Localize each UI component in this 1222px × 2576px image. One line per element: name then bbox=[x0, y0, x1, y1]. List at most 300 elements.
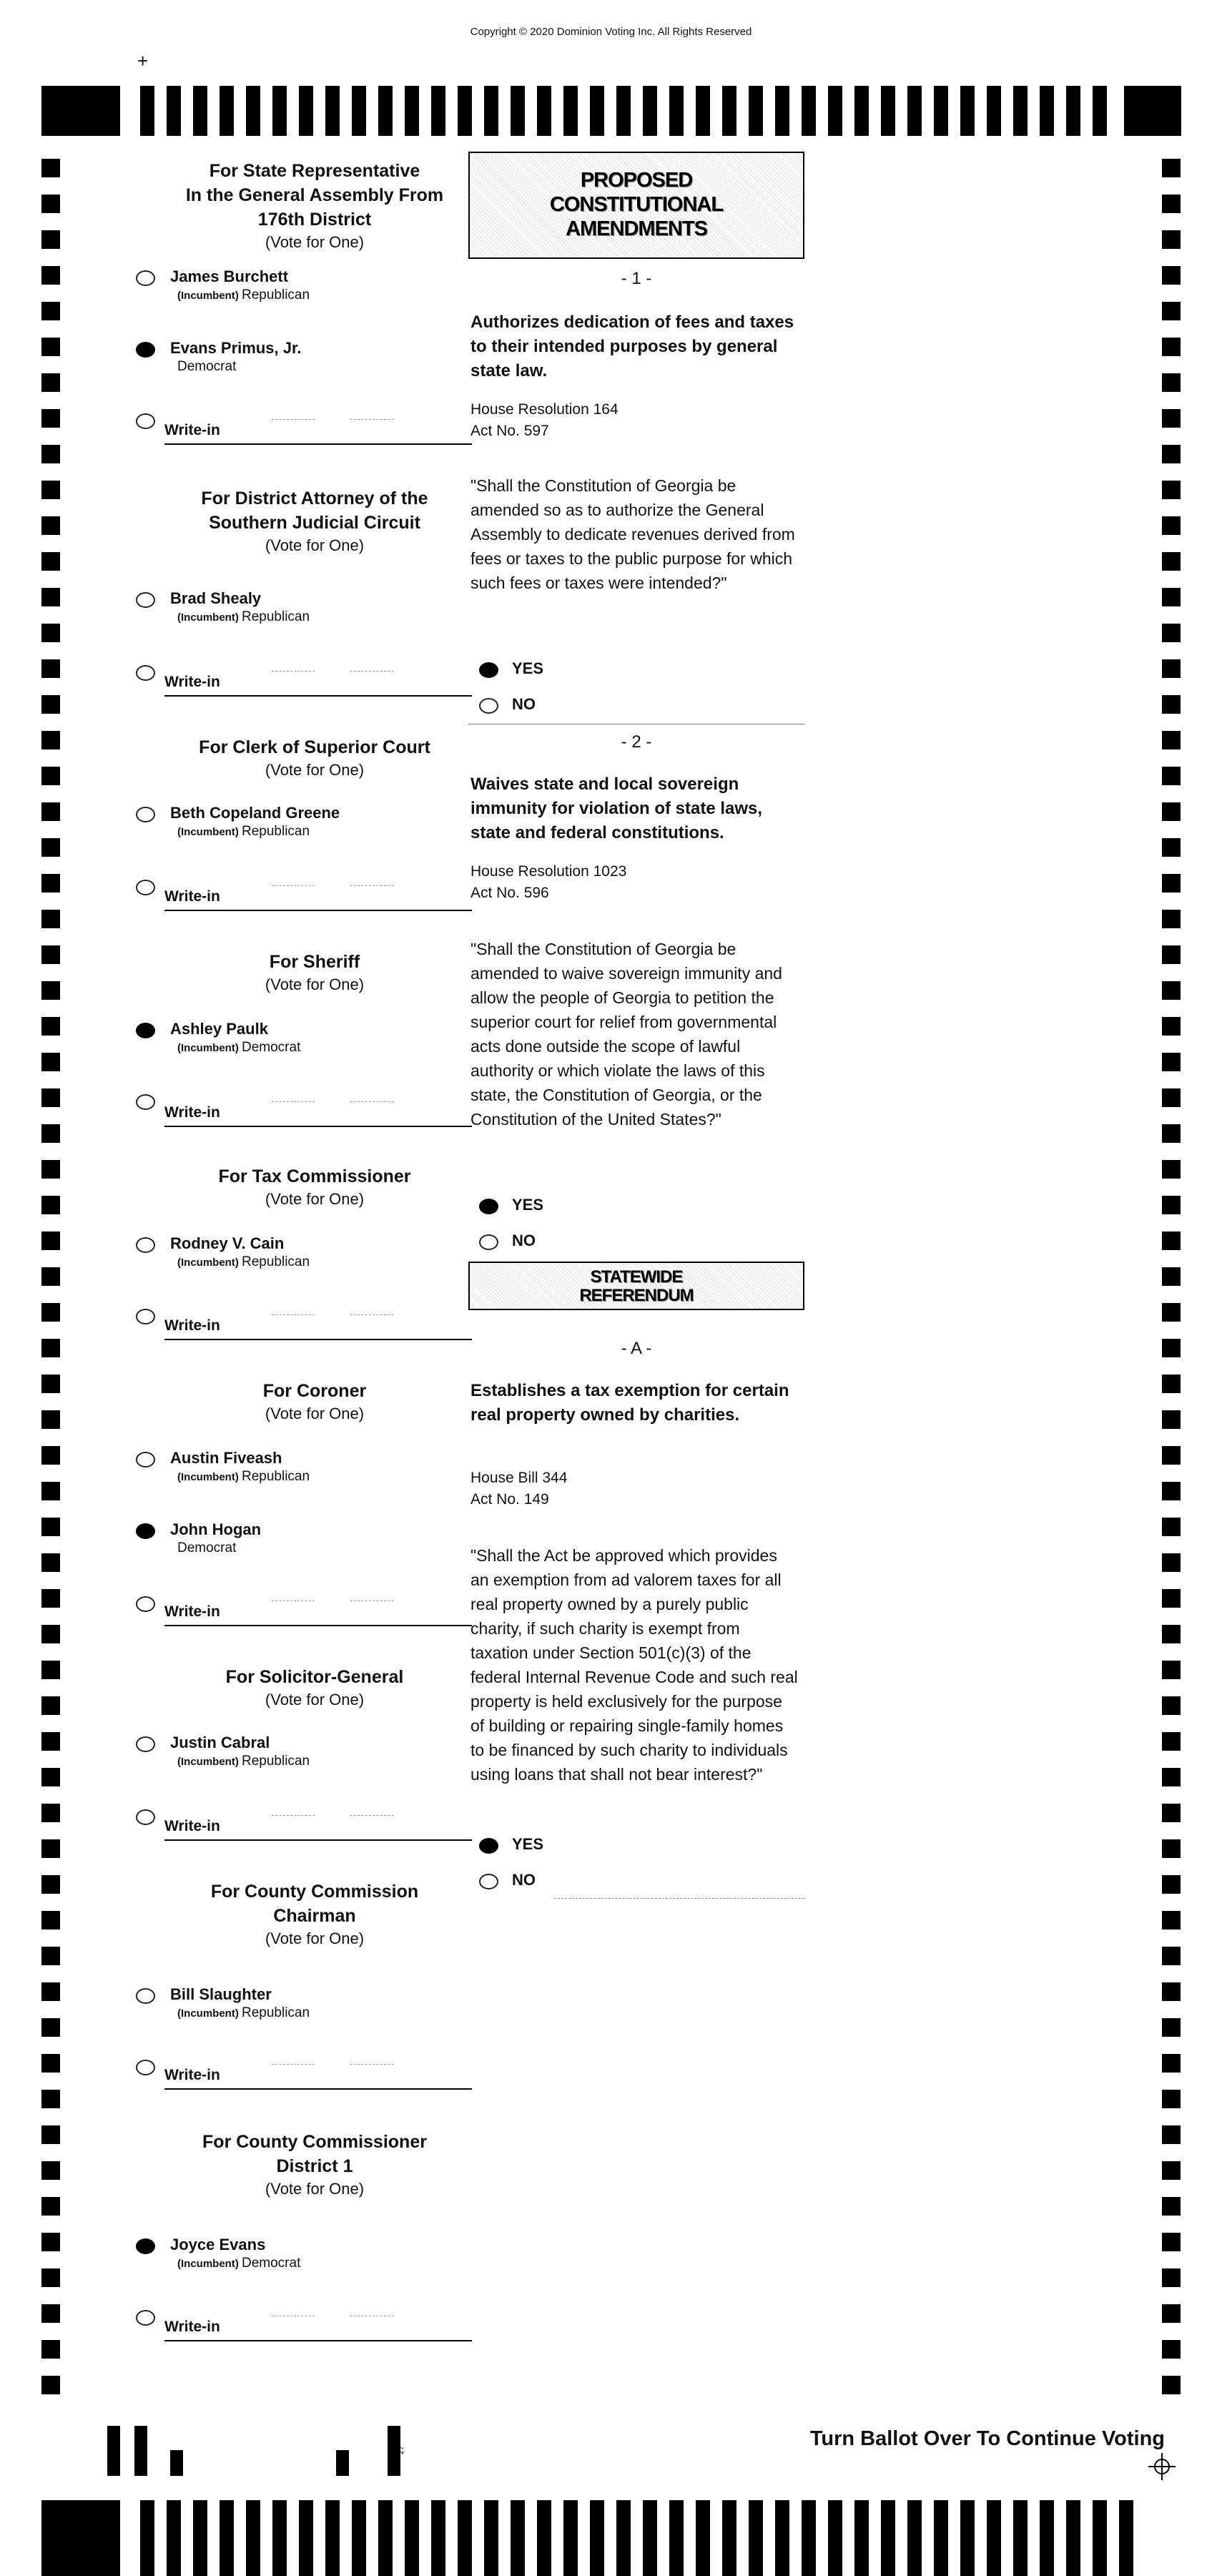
oval-filled-icon[interactable] bbox=[136, 1523, 155, 1539]
candidate-name: Beth Copeland Greene bbox=[170, 804, 340, 822]
answer-no[interactable] bbox=[479, 1871, 808, 1892]
side-timing-square bbox=[1162, 1017, 1181, 1036]
timing-tick bbox=[378, 2500, 393, 2576]
contest-title-line: Southern Judicial Circuit bbox=[209, 513, 420, 533]
oval-empty-icon[interactable] bbox=[136, 1988, 155, 2004]
side-timing-square bbox=[41, 1088, 60, 1107]
side-timing-square bbox=[1162, 659, 1181, 678]
timing-tick bbox=[775, 86, 789, 136]
side-timing-square bbox=[1162, 1875, 1181, 1894]
vote-for-instruction: (Vote for One) bbox=[265, 1190, 365, 1208]
side-timing-square bbox=[1162, 195, 1181, 213]
side-timing-square bbox=[1162, 516, 1181, 535]
vote-for-instruction: (Vote for One) bbox=[265, 761, 365, 779]
answer-no[interactable] bbox=[479, 1232, 808, 1253]
write-in-oval-icon[interactable] bbox=[136, 1596, 155, 1612]
side-timing-square bbox=[41, 2125, 60, 2144]
divider bbox=[554, 1898, 804, 1899]
dash-mark bbox=[272, 671, 315, 672]
timing-tick bbox=[749, 86, 763, 136]
incumbent-label: (Incumbent) bbox=[177, 1042, 242, 1054]
side-timing-square bbox=[1162, 1375, 1181, 1393]
write-in-label: Write-in bbox=[164, 2067, 220, 2083]
amendment-number: - 2 - bbox=[621, 732, 652, 752]
candidate-name: Justin Cabral bbox=[170, 1734, 270, 1751]
write-in-label: Write-in bbox=[164, 1818, 220, 1834]
referendum-title: Establishes a tax exemption for certain real property owned by charities. bbox=[470, 1381, 789, 1425]
contest-title-line: In the General Assembly From bbox=[185, 185, 444, 205]
side-timing-square bbox=[1162, 1804, 1181, 1822]
candidate-name: Ashley Paulk bbox=[170, 1020, 268, 1038]
timing-tick bbox=[1040, 86, 1054, 136]
side-timing-square bbox=[1162, 838, 1181, 857]
timing-tick bbox=[140, 2500, 154, 2576]
side-timing-square bbox=[41, 1232, 60, 1250]
write-in-line bbox=[164, 1839, 472, 1841]
timing-tick bbox=[590, 86, 604, 136]
side-timing-square bbox=[1162, 159, 1181, 177]
contest-header bbox=[136, 1879, 472, 1950]
contest-title-line: For State Representative bbox=[209, 161, 420, 181]
turn-ballot-over-notice: Turn Ballot Over To Continue Voting bbox=[809, 2427, 1165, 2450]
timing-tick bbox=[907, 2500, 922, 2576]
timing-tick bbox=[643, 86, 657, 136]
side-timing-square bbox=[41, 1696, 60, 1715]
side-timing-square bbox=[1162, 1303, 1181, 1322]
side-timing-square bbox=[1162, 338, 1181, 356]
side-timing-square bbox=[41, 1053, 60, 1071]
side-timing-square bbox=[1162, 588, 1181, 606]
write-in-line bbox=[164, 2088, 472, 2090]
side-timing-square bbox=[1162, 802, 1181, 821]
answer-yes-label: YES bbox=[512, 659, 544, 677]
timing-tick bbox=[484, 86, 498, 136]
side-timing-square bbox=[41, 981, 60, 1000]
oval-filled-icon[interactable] bbox=[479, 662, 498, 678]
side-timing-square bbox=[41, 1982, 60, 2001]
side-timing-square bbox=[41, 1947, 60, 1965]
timing-tick bbox=[828, 2500, 842, 2576]
side-timing-square bbox=[41, 1625, 60, 1643]
timing-tick bbox=[272, 86, 287, 136]
side-timing-square bbox=[41, 302, 60, 320]
side-timing-square bbox=[41, 516, 60, 535]
amendments-header-line-1: PROPOSED bbox=[580, 169, 693, 192]
write-in-line bbox=[164, 1625, 472, 1626]
oval-empty-icon[interactable] bbox=[136, 1736, 155, 1752]
side-timing-square bbox=[41, 230, 60, 249]
side-timing-square bbox=[41, 802, 60, 821]
side-timing-square bbox=[1162, 1124, 1181, 1143]
candidate-party: (Incumbent) Democrat bbox=[177, 1040, 301, 1055]
referendum-header-line-2: REFERENDUM bbox=[579, 1286, 694, 1305]
amendment-question: "Shall the Constitution of Georgia be amended so as to authorize the General Assembly to dedicate revenues derived from fees or taxes to the public purpose for which such fees or taxes were intended?" bbox=[470, 476, 795, 592]
contest-header bbox=[136, 159, 472, 253]
timing-tick bbox=[220, 2500, 234, 2576]
write-in-field[interactable] bbox=[164, 1314, 472, 1340]
candidate-name: John Hogan bbox=[170, 1520, 262, 1538]
side-timing-square bbox=[1162, 1947, 1181, 1965]
write-in-oval-icon[interactable] bbox=[136, 413, 155, 429]
timing-tick bbox=[934, 86, 948, 136]
incumbent-label: (Incumbent) bbox=[177, 1471, 242, 1483]
candidate-party: Democrat bbox=[177, 1540, 237, 1555]
timing-tick bbox=[431, 86, 445, 136]
answer-yes-label: YES bbox=[512, 1835, 544, 1853]
bottom-timing-marks bbox=[0, 2500, 1222, 2576]
answer-yes[interactable] bbox=[479, 1196, 808, 1217]
amendments-header-line-3: AMENDMENTS bbox=[566, 217, 707, 240]
dash-mark bbox=[350, 671, 393, 672]
timing-tick bbox=[722, 2500, 736, 2576]
side-timing-square bbox=[1162, 1267, 1181, 1286]
write-in-oval-icon[interactable] bbox=[136, 1094, 155, 1110]
oval-empty-icon[interactable] bbox=[136, 1452, 155, 1468]
timing-tick bbox=[775, 2500, 789, 2576]
oval-empty-icon[interactable] bbox=[479, 1874, 498, 1889]
side-timing-square bbox=[1162, 1053, 1181, 1071]
write-in-field[interactable] bbox=[164, 2316, 472, 2341]
timing-tick bbox=[828, 86, 842, 136]
write-in-field[interactable] bbox=[164, 1815, 472, 1841]
referendum-question: "Shall the Act be approved which provides an exemption from ad valorem taxes for all real property owned by a purely public charity, if such charity is exempt from taxation under Section 501(c)(3) of the federal Internal Revenue Code and such real property is held exclusively for the purpose of building or repairing single-family homes to be financed by such charity to individuals using loans that shall not bear interest?" bbox=[470, 1546, 798, 1784]
timing-tick bbox=[960, 2500, 975, 2576]
side-timing-square bbox=[41, 1375, 60, 1393]
timing-tick bbox=[140, 86, 154, 136]
timing-tick bbox=[246, 86, 260, 136]
oval-empty-icon[interactable] bbox=[479, 698, 498, 714]
side-timing-square bbox=[1162, 1732, 1181, 1751]
timing-tick bbox=[749, 2500, 763, 2576]
candidate-name: Joyce Evans bbox=[170, 2236, 266, 2253]
timing-tick bbox=[405, 2500, 419, 2576]
side-timing-square bbox=[41, 767, 60, 785]
timing-tick bbox=[167, 2500, 181, 2576]
side-timing-square bbox=[1162, 1696, 1181, 1715]
side-timing-square bbox=[1162, 2161, 1181, 2180]
write-in-label: Write-in bbox=[164, 888, 220, 905]
side-timing-square bbox=[41, 552, 60, 571]
side-timing-square bbox=[1162, 552, 1181, 571]
timing-tick bbox=[722, 86, 736, 136]
write-in-line bbox=[164, 910, 472, 911]
timing-tick bbox=[802, 86, 816, 136]
write-in-field[interactable] bbox=[164, 1601, 472, 1626]
side-timing-square bbox=[1162, 1911, 1181, 1929]
write-in-label: Write-in bbox=[164, 1317, 220, 1334]
side-timing-square bbox=[41, 2054, 60, 2073]
side-timing-square bbox=[41, 624, 60, 642]
side-timing-square bbox=[1162, 981, 1181, 1000]
candidate-name: Rodney V. Cain bbox=[170, 1234, 285, 1252]
side-timing-square bbox=[41, 1339, 60, 1357]
incumbent-label: (Incumbent) bbox=[177, 2258, 242, 2270]
side-timing-square bbox=[41, 1661, 60, 1679]
oval-empty-icon[interactable] bbox=[479, 1234, 498, 1250]
barcode-bar bbox=[336, 2450, 349, 2476]
amendment-resolution: House Resolution 1023 bbox=[470, 863, 627, 880]
oval-filled-icon[interactable] bbox=[479, 1199, 498, 1214]
side-timing-square bbox=[41, 1124, 60, 1143]
candidate-name: Bill Slaughter bbox=[170, 1985, 272, 2003]
timing-tick bbox=[484, 2500, 498, 2576]
side-timing-square bbox=[41, 266, 60, 285]
side-timing-square bbox=[1162, 1088, 1181, 1107]
side-timing-square bbox=[41, 1267, 60, 1286]
side-timing-square bbox=[1162, 910, 1181, 928]
side-timing-square bbox=[1162, 302, 1181, 320]
dash-mark bbox=[272, 2064, 315, 2065]
side-timing-square bbox=[41, 838, 60, 857]
timing-tick bbox=[1013, 86, 1028, 136]
amendment-act-number: Act No. 597 bbox=[470, 423, 549, 439]
dash-mark bbox=[272, 885, 315, 886]
timing-tick bbox=[696, 86, 710, 136]
side-timing-square bbox=[41, 2268, 60, 2287]
side-timing-square bbox=[41, 2018, 60, 2037]
candidate-party: (Incumbent) Republican bbox=[177, 1754, 310, 1769]
barcode-bar bbox=[107, 2426, 120, 2476]
amendments-header-line-2: CONSTITUTIONAL bbox=[549, 193, 724, 216]
contest-title-line: For Coroner bbox=[262, 1381, 367, 1401]
timing-tick bbox=[272, 2500, 287, 2576]
side-timing-square bbox=[41, 659, 60, 678]
side-timing-square bbox=[1162, 1839, 1181, 1858]
timing-tick bbox=[802, 2500, 816, 2576]
side-timing-square bbox=[1162, 2340, 1181, 2359]
amendment-title: Waives state and local sovereign immunity for violation of state laws, state and federal constitutions. bbox=[470, 775, 763, 842]
timing-tick bbox=[511, 2500, 525, 2576]
side-timing-square bbox=[41, 195, 60, 213]
side-timing-square bbox=[1162, 2233, 1181, 2251]
oval-empty-icon[interactable] bbox=[136, 592, 155, 608]
timing-tick bbox=[881, 86, 895, 136]
timing-tick bbox=[325, 2500, 340, 2576]
side-timing-square bbox=[1162, 2090, 1181, 2108]
contest-title-line: For Sheriff bbox=[269, 952, 360, 972]
candidate-party: (Incumbent) Republican bbox=[177, 824, 310, 839]
side-timing-square bbox=[41, 1839, 60, 1858]
timing-tick bbox=[1119, 2500, 1133, 2576]
side-timing-square bbox=[41, 1518, 60, 1536]
timing-tick bbox=[696, 2500, 710, 2576]
timing-tick bbox=[934, 2500, 948, 2576]
oval-filled-icon[interactable] bbox=[136, 2238, 155, 2254]
side-timing-square bbox=[41, 1446, 60, 1465]
referendum-header-box bbox=[468, 1262, 804, 1310]
side-timing-square bbox=[1162, 1160, 1181, 1179]
write-in-oval-icon[interactable] bbox=[136, 1809, 155, 1825]
vote-for-instruction: (Vote for One) bbox=[265, 536, 365, 554]
side-timing-square bbox=[41, 2376, 60, 2394]
side-timing-square bbox=[1162, 266, 1181, 285]
side-timing-square bbox=[1162, 1589, 1181, 1608]
side-timing-square bbox=[1162, 1232, 1181, 1250]
corner-block bbox=[1124, 86, 1181, 136]
write-in-oval-icon[interactable] bbox=[136, 1309, 155, 1324]
incumbent-label: (Incumbent) bbox=[177, 290, 242, 302]
side-timing-square bbox=[41, 1732, 60, 1751]
side-timing-square bbox=[41, 2090, 60, 2108]
candidate-name: Austin Fiveash bbox=[170, 1449, 282, 1467]
side-timing-square bbox=[1162, 2268, 1181, 2287]
timing-tick bbox=[299, 2500, 313, 2576]
oval-empty-icon[interactable] bbox=[136, 807, 155, 822]
side-timing-square bbox=[1162, 1339, 1181, 1357]
timing-tick bbox=[537, 86, 551, 136]
side-timing-square bbox=[41, 945, 60, 964]
write-in-field[interactable] bbox=[164, 2064, 472, 2090]
candidate-party: (Incumbent) Democrat bbox=[177, 2256, 301, 2271]
write-in-oval-icon[interactable] bbox=[136, 2060, 155, 2075]
write-in-field[interactable] bbox=[164, 671, 472, 697]
side-timing-square bbox=[1162, 1482, 1181, 1500]
timing-tick bbox=[431, 2500, 445, 2576]
contest-header bbox=[136, 735, 472, 781]
contest-header bbox=[136, 2130, 472, 2200]
barcode-bar bbox=[170, 2450, 183, 2476]
timing-tick bbox=[193, 2500, 207, 2576]
side-timing-square bbox=[41, 445, 60, 463]
contest-title-line: For Tax Commissioner bbox=[218, 1166, 411, 1186]
timing-tick bbox=[246, 2500, 260, 2576]
side-timing-square bbox=[1162, 1661, 1181, 1679]
write-in-field[interactable] bbox=[164, 885, 472, 911]
side-timing-square bbox=[1162, 767, 1181, 785]
write-in-field[interactable] bbox=[164, 419, 472, 445]
side-timing-square bbox=[1162, 1446, 1181, 1465]
vote-for-instruction: (Vote for One) bbox=[265, 975, 365, 993]
dash-mark bbox=[350, 1314, 393, 1315]
timing-tick bbox=[987, 86, 1001, 136]
timing-tick bbox=[1066, 86, 1080, 136]
write-in-oval-icon[interactable] bbox=[136, 665, 155, 681]
side-timing-square bbox=[41, 2304, 60, 2323]
ballot-barcode bbox=[107, 2426, 408, 2476]
corner-block bbox=[41, 2500, 120, 2576]
timing-tick bbox=[616, 2500, 631, 2576]
side-timing-square bbox=[1162, 409, 1181, 428]
timing-tick bbox=[1040, 2500, 1054, 2576]
side-timing-square bbox=[1162, 2125, 1181, 2144]
side-timing-square bbox=[1162, 1196, 1181, 1214]
dash-mark bbox=[350, 1815, 393, 1816]
dash-mark bbox=[350, 419, 393, 420]
side-timing-square bbox=[41, 159, 60, 177]
dash-mark bbox=[350, 1101, 393, 1102]
answer-yes[interactable] bbox=[479, 659, 808, 681]
vote-for-instruction: (Vote for One) bbox=[265, 1405, 365, 1422]
side-timing-square bbox=[41, 1768, 60, 1786]
side-timing-square bbox=[41, 409, 60, 428]
timing-tick bbox=[325, 86, 340, 136]
contest-title-line: 176th District bbox=[257, 210, 372, 230]
incumbent-label: (Incumbent) bbox=[177, 2007, 242, 2020]
oval-filled-icon[interactable] bbox=[136, 342, 155, 358]
oval-filled-icon[interactable] bbox=[136, 1023, 155, 1038]
side-timing-square bbox=[41, 588, 60, 606]
timing-tick bbox=[881, 2500, 895, 2576]
side-timing-square bbox=[41, 1482, 60, 1500]
side-timing-square bbox=[41, 1160, 60, 1179]
timing-tick bbox=[1013, 2500, 1028, 2576]
write-in-label: Write-in bbox=[164, 1104, 220, 1121]
amendment-number: - 1 - bbox=[621, 269, 652, 288]
side-timing-square bbox=[1162, 373, 1181, 392]
contest-title-line: For Solicitor-General bbox=[225, 1667, 404, 1687]
side-timing-square bbox=[1162, 2376, 1181, 2394]
side-timing-square bbox=[41, 1875, 60, 1894]
crosshair-icon bbox=[1148, 2453, 1176, 2480]
candidate-party: (Incumbent) Republican bbox=[177, 1469, 310, 1484]
answer-yes[interactable] bbox=[479, 1835, 808, 1857]
oval-filled-icon[interactable] bbox=[479, 1838, 498, 1854]
dash-mark bbox=[272, 419, 315, 420]
barcode-bar bbox=[134, 2426, 147, 2476]
timing-tick bbox=[1093, 86, 1107, 136]
write-in-oval-icon[interactable] bbox=[136, 2310, 155, 2326]
side-timing-square bbox=[1162, 874, 1181, 893]
timing-tick bbox=[458, 2500, 472, 2576]
contest-title-line: District 1 bbox=[276, 2156, 353, 2176]
side-timing-square bbox=[41, 874, 60, 893]
candidate-party: (Incumbent) Republican bbox=[177, 609, 310, 624]
contest-header bbox=[136, 486, 472, 556]
contest-header bbox=[136, 950, 472, 996]
write-in-field[interactable] bbox=[164, 1101, 472, 1127]
side-timing-square bbox=[1162, 624, 1181, 642]
timing-tick bbox=[378, 86, 393, 136]
corner-block bbox=[41, 86, 120, 136]
side-timing-square bbox=[41, 373, 60, 392]
side-timing-square bbox=[41, 2233, 60, 2251]
oval-empty-icon[interactable] bbox=[136, 1237, 155, 1253]
answer-no[interactable] bbox=[479, 695, 808, 717]
side-timing-square bbox=[1162, 1518, 1181, 1536]
side-timing-square bbox=[1162, 945, 1181, 964]
amendment-title: Authorizes dedication of fees and taxes to their intended purposes by general state law. bbox=[470, 313, 794, 380]
timing-tick bbox=[405, 86, 419, 136]
dash-mark bbox=[272, 1101, 315, 1102]
candidate-name: Brad Shealy bbox=[170, 589, 262, 607]
amendment-resolution: House Resolution 164 bbox=[470, 401, 619, 418]
top-timing-marks bbox=[0, 86, 1222, 136]
side-timing-square bbox=[1162, 445, 1181, 463]
write-in-line bbox=[164, 443, 472, 445]
amendment-question: "Shall the Constitution of Georgia be amended to waive sovereign immunity and allow the people of Georgia to petition the superior court for relief from governmental acts done outside the scope of lawful authority or which violate the laws of this state, the Constitution of Georgia, or the Constitution of the United States?" bbox=[470, 940, 782, 1129]
vote-for-instruction: (Vote for One) bbox=[265, 2180, 365, 2198]
side-timing-square bbox=[41, 731, 60, 749]
write-in-label: Write-in bbox=[164, 2319, 220, 2335]
oval-empty-icon[interactable] bbox=[136, 270, 155, 286]
side-timing-square bbox=[41, 2161, 60, 2180]
referendum-header-line-1: STATEWIDE bbox=[590, 1267, 683, 1287]
side-timing-square bbox=[1162, 1982, 1181, 2001]
timing-tick bbox=[563, 2500, 578, 2576]
amendments-header-box bbox=[468, 152, 804, 259]
write-in-oval-icon[interactable] bbox=[136, 880, 155, 895]
timing-tick bbox=[643, 2500, 657, 2576]
incumbent-label: (Incumbent) bbox=[177, 1257, 242, 1269]
answer-yes-label: YES bbox=[512, 1196, 544, 1214]
timing-tick bbox=[907, 86, 922, 136]
dash-mark bbox=[350, 885, 393, 886]
timing-tick bbox=[352, 2500, 366, 2576]
timing-tick bbox=[511, 86, 525, 136]
side-timing-square bbox=[1162, 2018, 1181, 2037]
dash-mark bbox=[272, 1314, 315, 1315]
side-timing-square bbox=[41, 2197, 60, 2216]
